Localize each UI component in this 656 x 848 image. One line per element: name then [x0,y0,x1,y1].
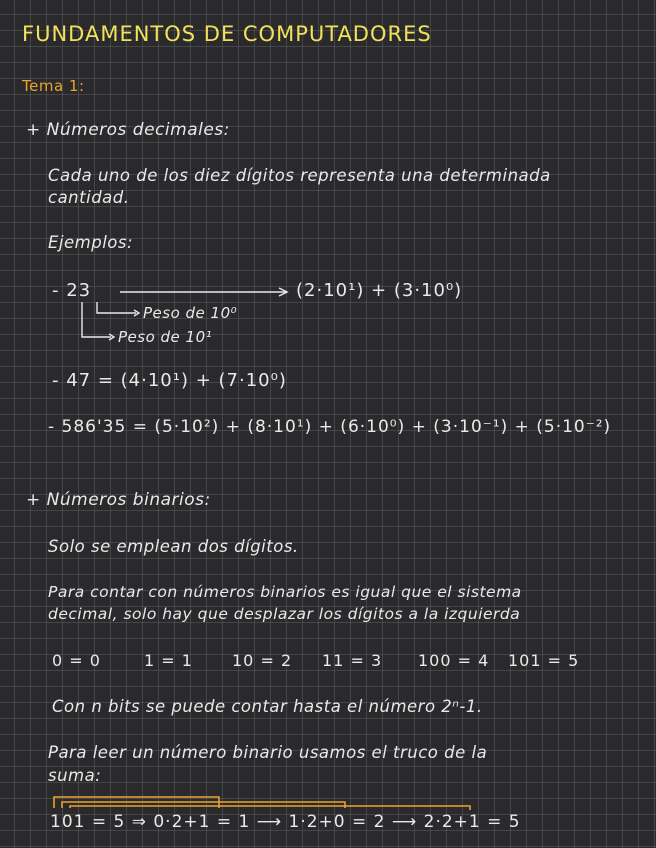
example2: - 47 = (4·10¹) + (7·10⁰) [52,370,287,391]
bracket-digit-last [70,806,470,810]
heading-binary: + Números binarios: [26,490,211,510]
peso-label-10-0: Peso de 10⁰ [143,304,238,322]
bits-line: Con n bits se puede contar hasta el número 2ⁿ-1. [52,697,483,716]
count-1: 1 = 1 [144,651,193,670]
peso-label-10-1: Peso de 10¹ [118,328,213,346]
example1-expansion: (2·10¹) + (3·10⁰) [296,280,463,301]
heading-decimal: + Números decimales: [26,120,230,140]
peso-connector-0 [97,302,136,313]
count-0: 0 = 0 [52,651,101,670]
binary-line2a: Para contar con números binarios es igual que el sistema [48,583,522,601]
page-title: FUNDAMENTOS DE COMPUTADORES [22,22,432,46]
binary-line2b: decimal, solo hay que desplazar los dígitos a la izquierda [48,605,521,623]
example1-number: - 23 [52,280,92,301]
examples-label: Ejemplos: [48,233,134,252]
bracket-digit-0 [62,802,345,808]
count-5: 101 = 5 [508,651,580,670]
decimal-desc-line1: Cada uno de los diez dígitos representa una determinada [48,166,551,185]
trick-equation: 101 = 5 ⇒ 0·2+1 = 1 ⟶ 1·2+0 = 2 ⟶ 2·2+1 = 5 [50,812,521,832]
section-label: Tema 1: [22,77,85,95]
decimal-desc-line2: cantidad. [48,188,130,207]
binary-line1: Solo se emplean dos dígitos. [48,537,299,556]
count-3: 11 = 3 [322,651,383,670]
count-2: 10 = 2 [232,651,293,670]
count-4: 100 = 4 [418,651,490,670]
trick-line-a: Para leer un número binario usamos el truco de la [48,743,488,762]
example3: - 586'35 = (5·10²) + (8·10¹) + (6·10⁰) + (3·10⁻¹) + (5·10⁻²) [48,417,612,437]
trick-line-b: suma: [48,766,102,785]
